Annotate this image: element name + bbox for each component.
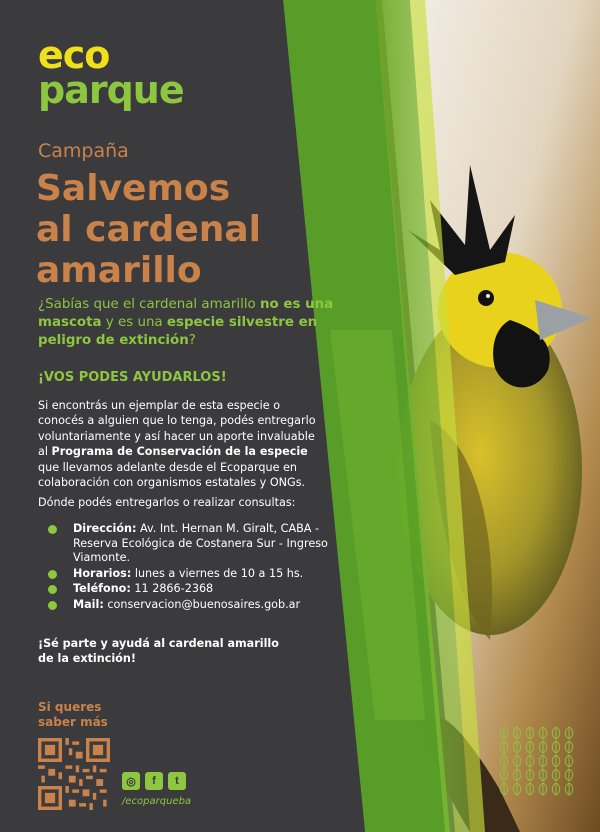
social-handle[interactable]: /ecoparqueba (122, 796, 192, 807)
ecoparque-logo (38, 33, 184, 112)
closing-line-2: de la extinción! (38, 652, 136, 665)
body-bold: Programa de Conservación de la especie (51, 445, 308, 459)
contact-item-phone (48, 582, 338, 597)
contact-value: Av. Int. Hernan M. Giralt, CABA - Reserva Ecológica de Costanera Sur - Ingreso Viamonte. (73, 522, 328, 565)
contact-label: Teléfono: (73, 582, 131, 596)
headline-line-2: al cardenal (36, 209, 261, 250)
contact-label: Horarios: (73, 566, 132, 580)
bullet-dot-icon (48, 525, 57, 534)
intro-bold-2: especie silvestre en peligro de extinción (38, 315, 318, 348)
contact-label: Mail: (73, 597, 104, 611)
learn-more-line-2: saber más (38, 715, 108, 729)
body-text-1: Si encontrás un ejemplar de esta especie o conocés a alguien que lo tenga, podés entregarlo voluntariamente y así hacer un aporte invaluable al (38, 399, 316, 459)
closing-line-1: ¡Sé parte y ayudá al cardenal amarillo (38, 637, 279, 650)
contact-value: lunes a viernes de 10 a 15 hs. (134, 566, 304, 580)
intro-text-2: y es una (101, 315, 167, 330)
call-to-action-heading: ¡VOS PODES AYUDARLOS! (38, 370, 227, 385)
contact-label: Dirección: (73, 522, 137, 535)
learn-more-line-1: Si queres (38, 700, 102, 714)
contact-item-hours (48, 567, 338, 582)
social-links (122, 772, 186, 790)
consult-line: Dónde podés entregarlos o realizar consultas: (38, 496, 296, 509)
body-paragraph (38, 398, 328, 490)
bullet-dot-icon (48, 585, 57, 594)
learn-more-label (38, 700, 108, 730)
logo-eco-text: eco (38, 33, 110, 77)
intro-bold-1: no es una mascota (38, 297, 334, 330)
intro-paragraph (38, 296, 338, 350)
bullet-dot-icon (48, 570, 57, 579)
body-text-2: que llevamos adelante desde el Ecoparque en colaboración con organismos estatales y ONGs. (38, 460, 306, 490)
closing-message (38, 636, 298, 666)
qr-code-icon[interactable] (38, 738, 110, 810)
instagram-icon[interactable]: ◎ (122, 772, 140, 790)
bullet-dot-icon (48, 601, 57, 610)
campaign-kicker: Campaña (38, 140, 129, 162)
twitter-icon[interactable]: t (168, 772, 186, 790)
contact-value[interactable]: conservacion@buenosaires.gob.ar (107, 597, 301, 611)
facebook-icon[interactable]: f (145, 772, 163, 790)
contact-item-address (48, 522, 338, 566)
leaf-pattern-icon (498, 726, 574, 798)
campaign-headline (36, 168, 261, 291)
intro-text-1: ¿Sabías que el cardenal amarillo (38, 297, 260, 312)
contact-list (48, 522, 338, 614)
intro-text-3: ? (188, 333, 196, 348)
contact-value[interactable]: 11 2866-2368 (134, 582, 214, 596)
logo-parque-text: parque (38, 67, 184, 112)
headline-line-3: amarillo (36, 250, 202, 291)
contact-item-mail (48, 598, 338, 613)
headline-line-1: Salvemos (36, 168, 231, 209)
